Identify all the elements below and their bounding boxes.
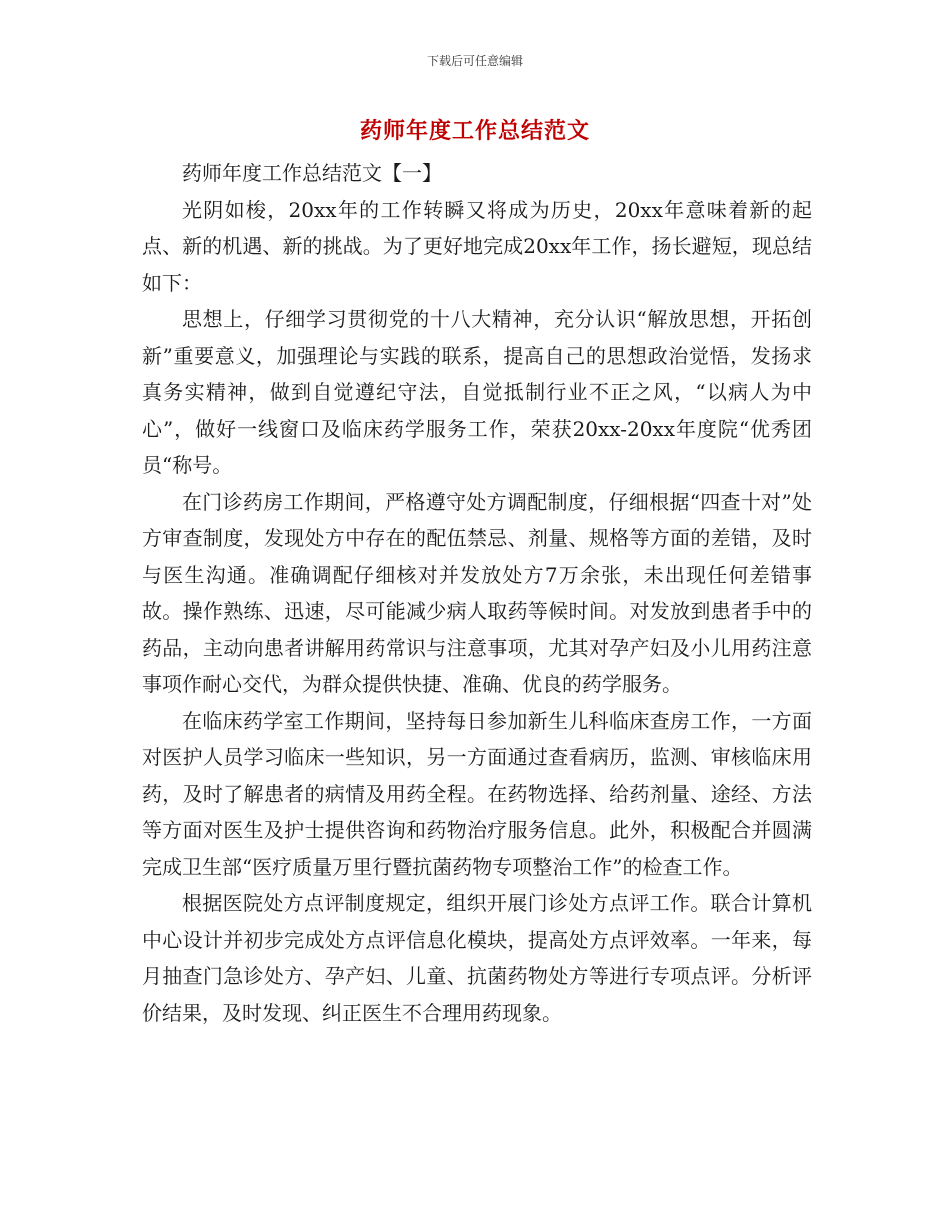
paragraph-clinical-pharmacy: 在临床药学室工作期间，坚持每日参加新生儿科临床查房工作，一方面对医护人员学习临床一些知识，另一方面通过查看病历，监测、审核临床用药，及时了解患者的病情及用药全程。在药物选择、给药剂量、途经、方法等方面对医生及护士提供咨询和药物治疗服务信息。此外，积极配合并圆满完成卫生部“医疗质量万里行暨抗菌药物专项整治工作”的检查工作。 xyxy=(142,708,812,879)
header-note: 下载后可任意编辑 xyxy=(426,54,523,68)
paragraph-outpatient-pharmacy: 在门诊药房工作期间，严格遵守处方调配制度，仔细根据“四查十对”处方审查制度，发现处方中存在的配伍禁忌、剂量、规格等方面的差错，及时与医生沟通。准确调配仔细核对并发放处方7万余张，未出现任何差错事故。操作熟练、迅速，尽可能减少病人取药等候时间。对发放到患者手中的药品，主动向患者讲解用药常识与注意事项，尤其对孕产妇及小儿用药注意事项作耐心交代，为群众提供快捷、准确、优良的药学服务。 xyxy=(142,489,812,696)
paragraph-prescription-review: 根据医院处方点评制度规定，组织开展门诊处方点评工作。联合计算机中心设计并初步完成处方点评信息化模块，提高处方点评效率。一年来，每月抽查门急诊处方、孕产妇、儿童、抗菌药物处方等进行专项点评。分析评价结果，及时发现、纠正医生不合理用药现象。 xyxy=(142,891,812,1025)
document-body xyxy=(142,155,812,1031)
paragraph-ideology: 思想上，仔细学习贯彻党的十八大精神，充分认识“解放思想，开拓创新”重要意义，加强理论与实践的联系，提高自己的思想政治觉悟，发扬求真务实精神，做到自觉遵纪守法，自觉抵制行业不正之风，“以病人为中心”，做好一线窗口及临床药学服务工作，荣获20xx-20xx年度院“优秀团员“称号。 xyxy=(142,307,812,477)
document-title: 药师年度工作总结范文 xyxy=(359,119,590,144)
paragraph-intro: 光阴如梭，20xx年的工作转瞬又将成为历史，20xx年意味着新的起点、新的机遇、新的挑战。为了更好地完成20xx年工作，扬长避短，现总结如下： xyxy=(142,197,812,295)
section-subtitle: 药师年度工作总结范文【一】 xyxy=(182,161,442,185)
